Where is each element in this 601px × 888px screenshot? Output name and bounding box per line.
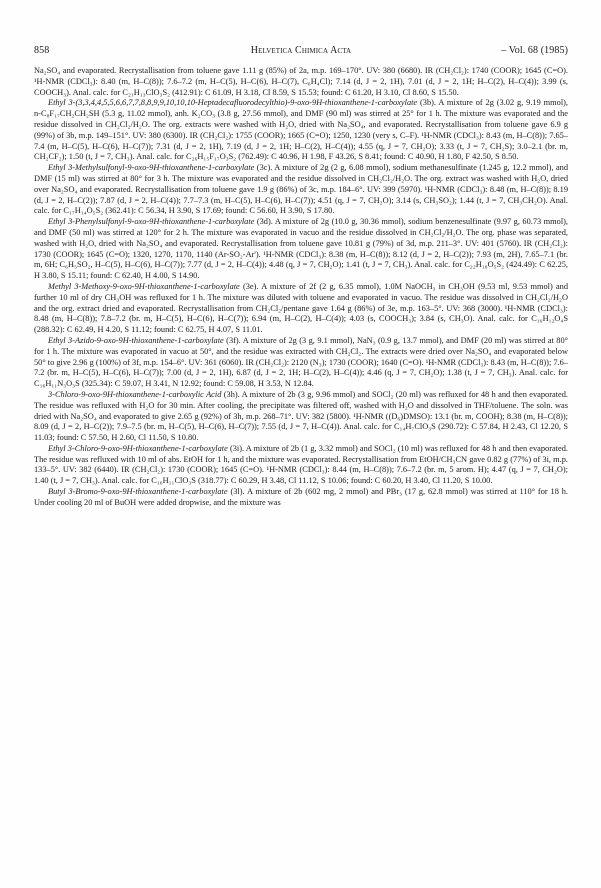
paragraph-2a-workup: [34, 66, 568, 98]
paragraph-3c: [34, 163, 568, 217]
compound-title: Ethyl 3-Phenylsulfonyl-9-oxo-9H-thioxanthene-1-carboxylate: [48, 217, 255, 227]
compound-title: Ethyl 3-Azido-9-oxo-9H-thioxanthene-1-carboxylate: [48, 335, 224, 345]
paragraph-text: (3c). A mixture of 2g (2 g, 6.08 mmol), sodium methanesulfinate (1.245 g, 12.2 mmol), and DMF (15 ml) was stirred at 80° for 3 h. The mixture was evaporated and the residue dissolved in CH₂Cl₂/H₂O. The org. extract was washed with H₂O, dried over Na₂SO₄ and evaporated. Recrystallisation from toluene gave 1.9 g (86%) of 3c, m.p. 184–6°. UV: 399 (5970). ¹H-NMR (CDCl₃): 8.48 (m, H–C(8)); 8.19 (d, J = 2, H–C(2)); 7.87 (d, J = 2, H–C(4)); 7.7–7.3 (m, H–C(5), H–C(6), H–C(7)); 4.51 (q, J = 7, CH₂O); 3.14 (s, CH₃SO₂); 1.44 (t, J = 7, CH₃CH₂O). Anal. calc. for C₁₇H₁₄O₅S₂ (362.41): C 56.34, H 3.90, S 17.69; found: C 56.60, H 3.90, S 17.80.: [34, 163, 568, 216]
paragraph-text: (3f). A mixture of 2g (3 g, 9.1 mmol), NaN₃ (0.9 g, 13.7 mmol), and DMF (20 ml) was stirred at 80° for 1 h. The mixture was evaporated in vacuo at 50°, and the residue was extracted with CH₂Cl₂. The extracts were dried over Na₂SO₄ and evaporated below 50° to give 2.96 g (100%) of 3f, m.p. 154–6°. UV: 361 (6060). IR (CH₂Cl₂): 2120 (N₃); 1730 (COOR); 1640 (C=O). ¹H-NMR (CDCl₃): 8.43 (m, H–C(8)); 7.6–7.2 (br. m, H–C(5), H–C(6), H–C(7)); 7.00 (d, J = 2, 1H), 6.87 (d, J = 2, 1H; H–C(2), H–C(4)); 4.46 (q, J = 7, CH₂O); 1.38 (t, J = 7, CH₃). Anal. calc. for C₁₆H₁₁N₃O₃S (325.34): C 59.07, H 3.41, N 12.92; found: C 59.08, H 3.53, N 12.84.: [34, 335, 568, 389]
volume-info: – Vol. 68 (1985): [501, 45, 568, 56]
page-number: 858: [34, 45, 50, 56]
article-body: [34, 66, 568, 878]
paragraph-text: (3d). A mixture of 2g (10.0 g, 30.36 mmol), sodium benzenesulfinate (9.97 g, 60.73 mmol), and DMF (50 ml) was stirred at 120° for 2 h. The mixture was evaporated in vacuo and the residue dissolved in CH₂Cl₂/H₂O. The org. phase was separated, washed with H₂O, dried with Na₂SO₄ and evaporated. Recrystallisation from toluene gave 10.81 g (79%) of 3d, m.p. 211–3°. UV: 401 (5760). IR (CH₂Cl₂): 1730 (COOR); 1645 (C=O); 1320, 1270, 1170, 1140 (Ar-SO₂-Ar'). ¹H-NMR (CDCl₃): 8.38 (m, H–C(8)); 8.12 (d, J = 2, H–C(2)); 7.93 (m, 2H), 7.65–7.1 (br. m, 6H; C₆H₅SO₂, H–C(5), H–C(6), H–C(7)); 7.77 (d, J = 2, H–C(4)); 4.48 (q, J = 7, CH₂O); 1.41 (t, J = 7, CH₃). Anal. calc. for C₂₂H₁₆O₅S₂ (424.49): C 62.25, H 3.80, S 15.11; found: C 62.40, H 4.00, S 14.90.: [34, 217, 568, 281]
compound-title: Ethyl 3-(3,3,4,4,5,5,6,6,7,7,8,8,9,9,10,10,10-Heptadecafluorodecylthio)-9-oxo-9H-thioxanthene-1-carboxylate: [48, 98, 418, 108]
paragraph-text: (3i). A mixture of 2b (1 g, 3.32 mmol) and SOCl₂ (10 ml) was refluxed for 48 h and then evaporated. The residue was refluxed with 10 ml of abs. EtOH for 1 h, and the mixture was evaporated. Recrystallisation from EtOH/CH₃CN gave 0.82 g (77%) of 3i, m.p. 133–5°. UV: 382 (6440). IR (CH₂Cl₂): 1730 (COOR); 1645 (C=O). ¹H-NMR (CDCl₃): 8.44 (m, H–C(8)); 7.6–7.2 (br. m, 5 arom. H); 4.47 (q, J = 7, CH₂O); 1.40 (t, J = 7, CH₃). Anal. calc. for C₁₆H₁₁ClO₃S (318.77): C 60.29, H 3.48, Cl 11.12, S 10.06; found: C 60.20, H 3.40, Cl 11.20, S 10.00.: [34, 443, 568, 486]
paragraph-3l: [34, 487, 568, 509]
compound-title: Ethyl 3-Methylsulfonyl-9-oxo-9H-thioxanthene-1-carboxylate: [48, 163, 255, 173]
paragraph-text: (3l). A mixture of 2b (602 mg, 2 mmol) and PBr₃ (17 g, 62.8 mmol) was stirred at 110° for 18 h. Under cooling 20 ml of BuOH were added dropwise, and the mixture was: [34, 487, 568, 507]
compound-title: 3-Chloro-9-oxo-9H-thioxanthene-1-carboxylic Acid: [48, 389, 222, 399]
paragraph-3h: [34, 390, 568, 444]
paragraph-3i: [34, 444, 568, 487]
paragraph-text: (3h). A mixture of 2b (3 g, 9.96 mmol) and SOCl₂ (20 ml) was refluxed for 48 h and then evaporated. The residue was refluxed with H₂O for 30 min. After cooling, the precipitate was filtered off, washed with H₂O and dissolved in THF/toluene. The soln. was dried with Na₂SO₄ and evaporated to give 2.65 g (92%) of 3h, m.p. 268–71°. UV: 382 (5800). ¹H-NMR ((D₆)DMSO): 13.1 (br. m, COOH); 8.38 (m, H–C(8)); 8.09 (d, J = 2, H–C(2)); 7.9–7.5 (br. m, H–C(5), H–C(6), H–C(7)); 7.55 (d, J = 7, H–C(4)). Anal. calc. for C₁₄H₇ClO₃S (290.72): C 57.84, H 2.43, Cl 12.20, S 11.03; found: C 57.50, H 2.60, Cl 11.50, S 10.80.: [34, 389, 568, 443]
compound-title: Ethyl 3-Chloro-9-oxo-9H-thioxanthene-1-carboxylate: [48, 443, 228, 453]
paragraph-3d: [34, 217, 568, 282]
journal-title: Helvetica Chimica Acta: [250, 45, 352, 56]
paragraph-3b: [34, 98, 568, 163]
paragraph-text: (3b). A mixture of 2g (3.02 g, 9.19 mmol), n-C₈F₁₇CH₂CH₂SH (5.3 g, 11.02 mmol), anh. K₂CO₃ (3.8 g, 27.56 mmol), and DMF (90 ml) was stirred at 25° for 1 h. The mixture was evaporated and the residue dissolved in CH₂Cl₂/H₂O. The org. extracts were washed with H₂O, dried with Na₂SO₄, and evaporated. Recrystallisation from toluene gave 6.9 g (99%) of 3b, m.p. 149–151°. UV: 380 (6300). IR (CH₂Cl₂): 1755 (COOR); 1665 (C=O); 1250, 1230 (very s, C–F). ¹H-NMR (CDCl₃): 8.43 (m, H–C(8)); 7.65–7.4 (m, H–C(5), H–C(6), H–C(7)); 7.31 (d, J = 2, 1H), 7.19 (d, J = 2, 1H; H–C(2), H–C(4)); 4.55 (q, J = 7, CH₂O); 3.33 (t, J = 7, CH₂S); 3.0–2.1 (br. m, CH₂CF₂); 1.50 (t, J = 7, CH₃). Anal. calc. for C₂₆H₁₅F₁₇O₃S₂ (762.49): C 40.96, H 1.98, F 43.26, S 8.41; found: C 40.90, H 1.80, F 42.50, S 8.50.: [34, 98, 568, 162]
paragraph-3f: [34, 336, 568, 390]
paragraph-text: Na₂SO₄ and evaporated. Recrystallisation from toluene gave 1.11 g (85%) of 2a, m.p. 169–170°. UV: 380 (6680). IR (CH₂Cl₂): 1740 (COOR); 1645 (C=O). ¹H-NMR (CDCl₃): 8.40 (m, H–C(8)); 7.6–7.2 (m, H–C(5), H–C(6), H–C(7), C₆H₄Cl); 7.14 (d, J = 2, 1H), 7.01 (d, J = 2, 1H; H–C(2), H–C(4)); 3.99 (s, COOCH₃). Anal. calc. for C₂₁H₁₃ClO₃S₂ (412.91): C 61.09, H 3.18, Cl 8.59, S 15.53; found: C 61.20, H 3.10, Cl 8.60, S 15.50.: [34, 66, 568, 97]
running-header: [34, 45, 568, 59]
compound-title: Butyl 3-Bromo-9-oxo-9H-thioxanthene-1-carboxylate: [48, 487, 228, 497]
paragraph-text: (3e). A mixture of 2f (2 g, 6.35 mmol), 1.0M NaOCH₃ in CH₃OH (9.53 ml, 9.53 mmol) and further 10 ml of dry CH₃OH was refluxed for 1 h. The mixture was diluted with toluene and evaporated in vacuo. The residue was dissolved in CH₂Cl₂/H₂O and the org. extract dried and evaporated. Recrystallisation from CH₂Cl₂/pentane gave 1.64 g (86%) of 3e, m.p. 163–5°. UV: 368 (3000). ¹H-NMR (CDCl₃): 8.48 (m, H–C(8)); 7.8–7.2 (br. m, H–C(5), H–C(6), H–C(7)); 6.94 (m, H–C(2), H–C(4)); 4.03 (s, COOCH₃); 3.84 (s, CH₃O). Anal. calc. for C₁₆H₁₂O₄S (288.32): C 62.49, H 4.20, S 11.12; found: C 62.75, H 4.07, S 11.01.: [34, 281, 568, 335]
paragraph-3e: [34, 282, 568, 336]
compound-title: Methyl 3-Methoxy-9-oxo-9H-thioxanthene-1-carboxylate: [48, 281, 240, 291]
